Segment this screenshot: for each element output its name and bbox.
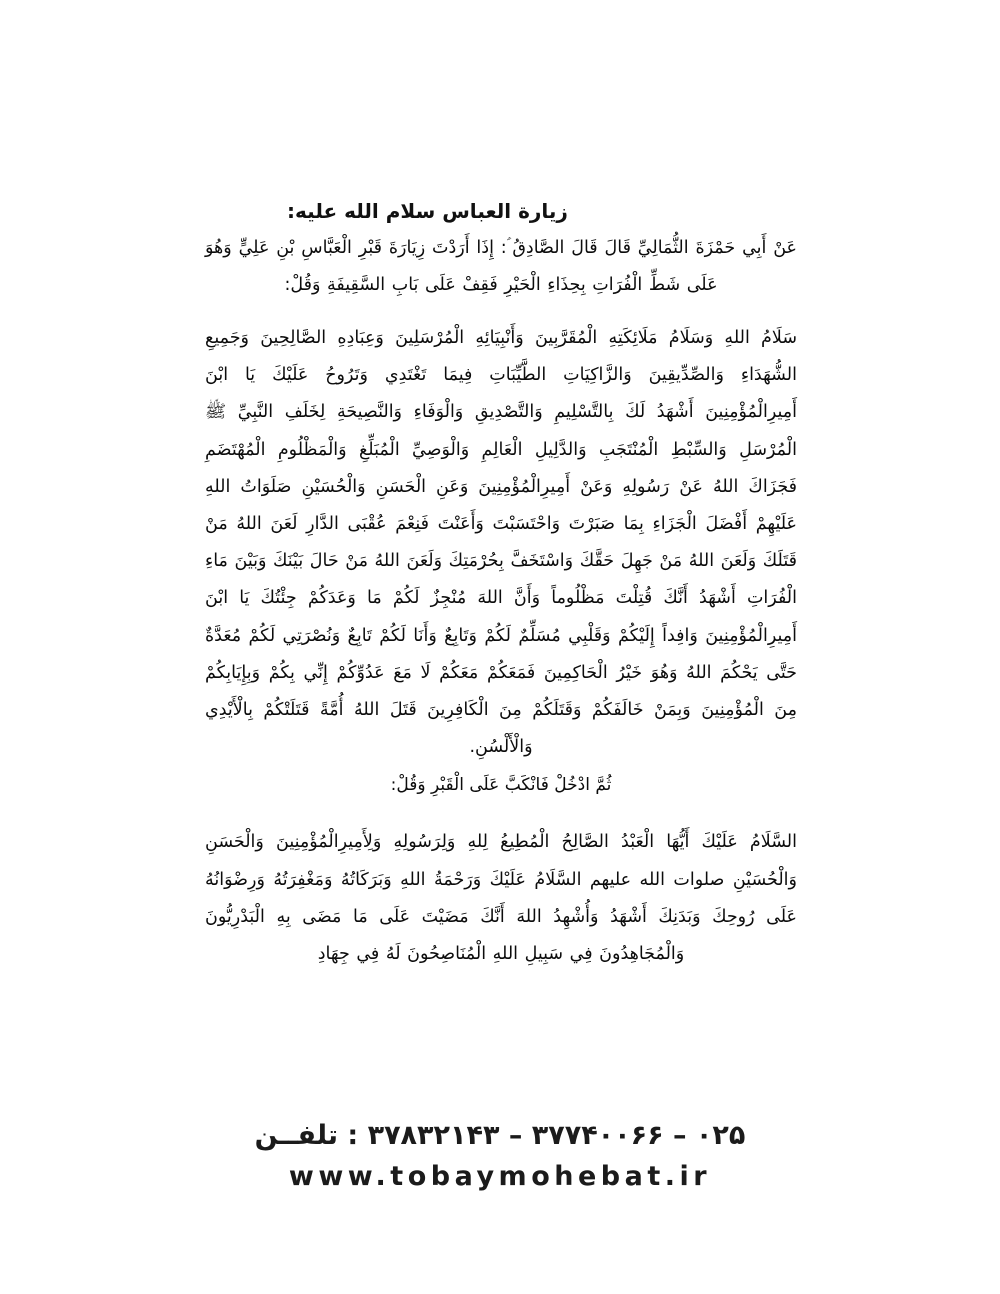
document-content (205, 196, 797, 973)
footer-website: www.tobaymohebat.ir (288, 1161, 712, 1192)
page-footer (0, 1118, 1000, 1196)
prayer-section-two: السَّلَامُ عَلَيْكَ أَيُّهَا الْعَبْدُ الصَّالِحُ الْمُطِيعُ لِلهِ وَلِرَسُولِهِ وَلِأَمِيرِالْمُؤْمِنِينَ وَالْحَسَنِ وَالْحُسَيْنِ صلوات الله عليهم السَّلَامُ عَلَيْكَ وَرَحْمَةُ اللهِ وَبَرَكَاتُهُ وَمَغْفِرَتُهُ وَرِضْوَانُهُ عَلَى رُوحِكَ وَبَدَنِكَ أَشْهَدُ وَأُشْهِدُ اللهَ أَنَّكَ مَضَيْتَ عَلَى مَا مَضَى بِهِ الْبَدْرِيُّونَ وَالْمُجَاهِدُونَ فِي سَبِيلِ اللهِ الْمُنَاصِحُونَ لَهُ فِي جِهَادِ (205, 832, 797, 965)
footer-phone-line: ۰۲۵ – ۳۷۷۴۰۰۶۶ – ۳۷۸۳۲۱۴۳ : تلفــن (254, 1120, 746, 1151)
narration-intro-paragraph: عَنْ أَبِي حَمْزَةَ الثُّمَالِيِّ قَالَ قَالَ الصَّادِقُ ؑ: إِذَا أَرَدْتَ زِيَارَةَ قَبْرِ الْعَبَّاسِ بْنِ عَلِيٍّ وَهُوَ عَلَى شَطِّ الْفُرَاتِ بِحِذَاءِ الْحَيْرِ فَقِفْ عَلَى بَابِ السَّقِيفَةِ وَقُلْ: (205, 238, 797, 295)
ritual-instruction-line: ثُمَّ ادْخُلْ فَانْكَبَّ عَلَى الْقَبْرِ وَقُلْ: (390, 775, 612, 796)
prayer-section-one: سَلَامُ اللهِ وَسَلَامُ مَلَائِكَتِهِ الْمُقَرَّبِينَ وَأَنْبِيَائِهِ الْمُرْسَلِينَ وَعِبَادِهِ الصَّالِحِينَ وَجَمِيعِ الشُّهَدَاءِ وَالصِّدِّيقِينَ وَالزَّاكِيَاتِ الطَّيِّبَاتِ فِيمَا تَغْتَدِي وَتَرُوحُ عَلَيْكَ يَا ابْنَ أَمِيرِالْمُؤْمِنِينَ أَشْهَدُ لَكَ بِالتَّسْلِيمِ وَالتَّصْدِيقِ وَالْوَفَاءِ وَالنَّصِيحَةِ لِخَلَفِ النَّبِيِّ ﷺ الْمُرْسَلِ وَالسِّبْطِ الْمُنْتَجَبِ وَالدَّلِيلِ الْعَالِمِ وَالْوَصِيِّ الْمُبَلِّغِ وَالْمَظْلُومِ الْمُهْتَضَمِ فَجَزَاكَ اللهُ عَنْ رَسُولِهِ وَعَنْ أَمِيرِالْمُؤْمِنِينَ وَعَنِ الْحَسَنِ وَالْحُسَيْنِ صَلَوَاتُ اللهِ عَلَيْهِمْ أَفْضَلَ الْجَزَاءِ بِمَا صَبَرْتَ وَاحْتَسَبْتَ وَأَعَنْتَ فَنِعْمَ عُقْبَى الدَّارِ لَعَنَ اللهُ مَنْ قَتَلَكَ وَلَعَنَ اللهُ مَنْ جَهِلَ حَقَّكَ وَاسْتَخَفَّ بِحُرْمَتِكَ وَلَعَنَ اللهُ مَنْ حَالَ بَيْنَكَ وَبَيْنَ مَاءِ الْفُرَاتِ أَشْهَدُ أَنَّكَ قُتِلْتَ مَظْلُوماً وَأَنَّ اللهَ مُنْجِزٌ لَكُمْ مَا وَعَدَكُمْ جِئْتُكَ يَا ابْنَ أَمِيرِالْمُؤْمِنِينَ وَافِداً إِلَيْكُمْ وَقَلْبِي مُسَلِّمٌ لَكُمْ وَتَابِعٌ وَأَنَا لَكُمْ تَابِعٌ وَنُصْرَتِي لَكُمْ مُعَدَّةٌ حَتَّى يَحْكُمَ اللهُ وَهُوَ خَيْرُ الْحَاكِمِينَ فَمَعَكُمْ مَعَكُمْ لَا مَعَ عَدُوِّكُمْ إِنِّي بِكُمْ وَبِإِيَابِكُمْ مِنَ الْمُؤْمِنِينَ وَبِمَنْ خَالَفَكُمْ وَقَتَلَكُمْ مِنَ الْكَافِرِينَ قَتَلَ اللهُ أُمَّةً قَتَلَتْكُمْ بِالْأَيْدِي وَالْأَلْسُنِ. (205, 328, 797, 758)
page-title: زيارة العباس سلام الله عليه: (287, 199, 568, 223)
